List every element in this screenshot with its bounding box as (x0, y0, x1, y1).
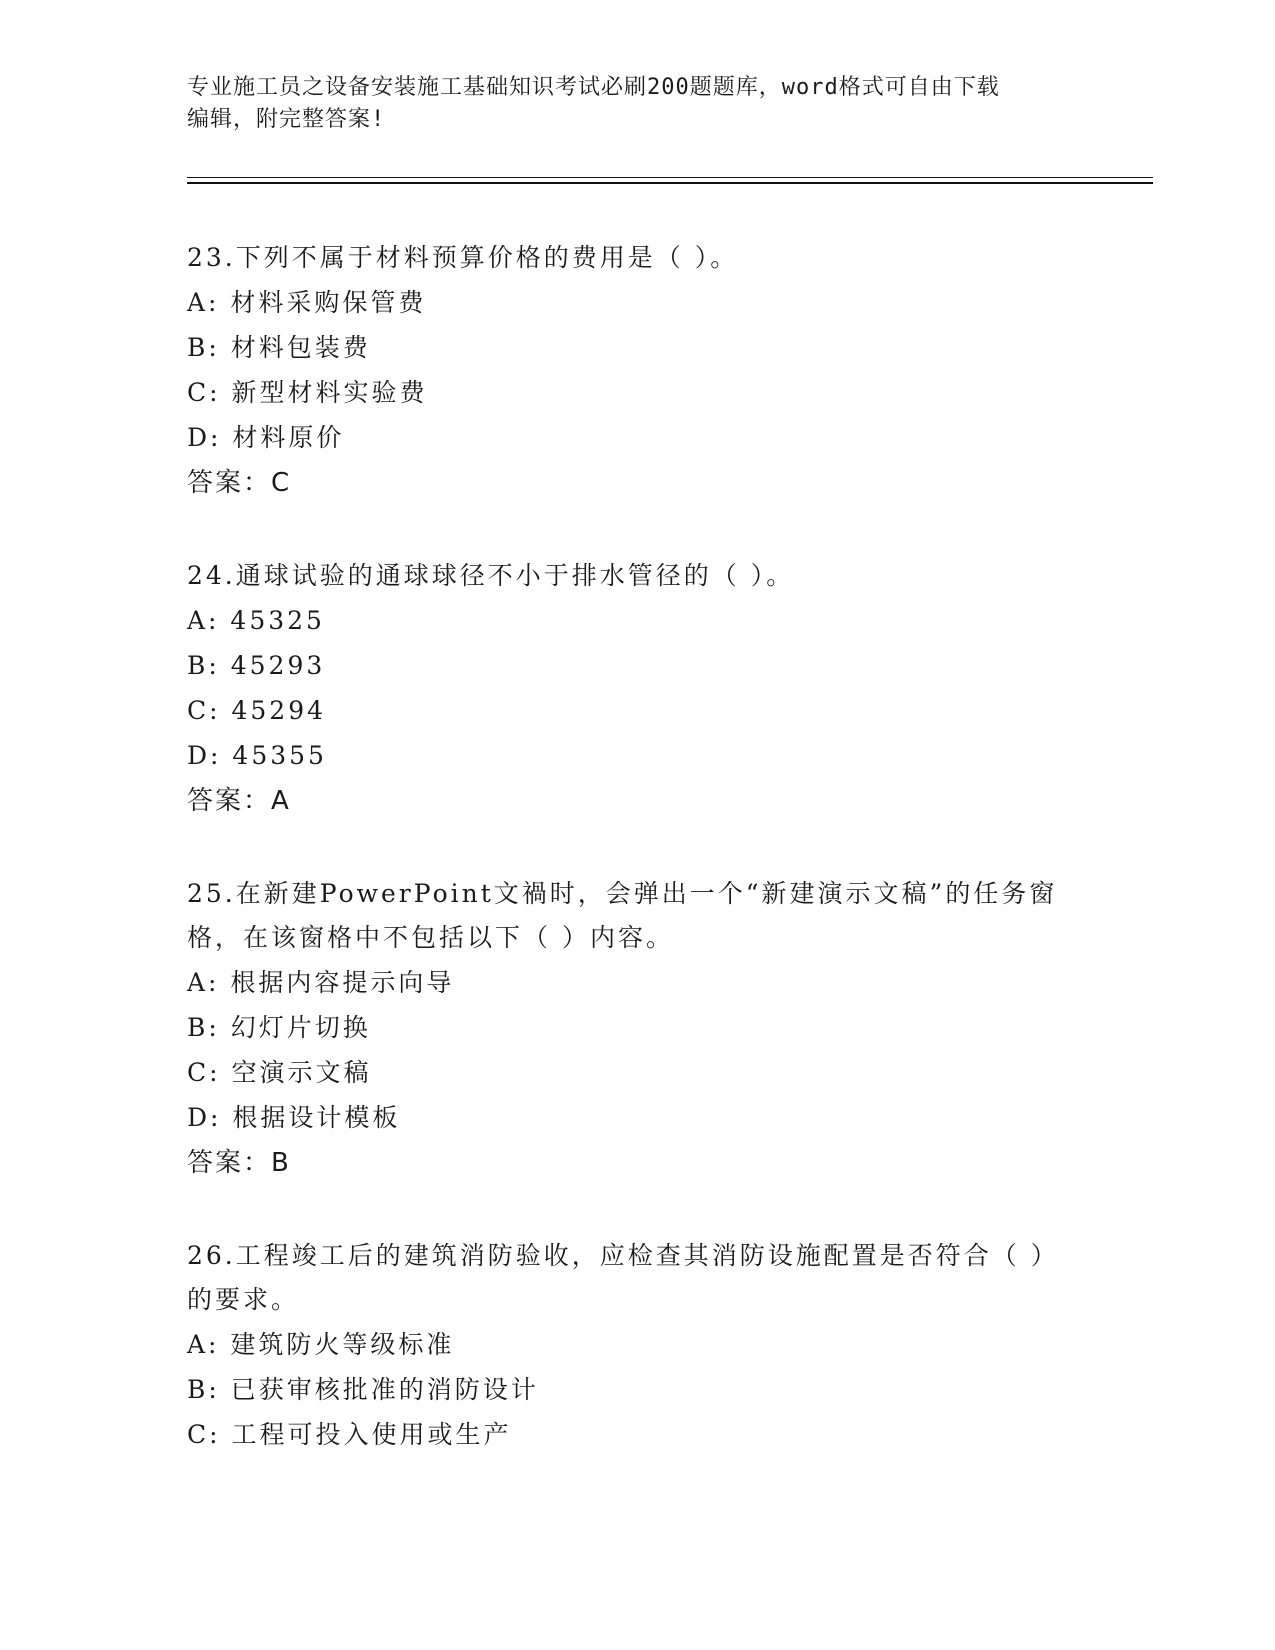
header-divider-thin (187, 177, 1153, 178)
option-a: A: 45325 (187, 606, 325, 635)
question-25 (187, 872, 1067, 1186)
option-a: A: 根据内容提示向导 (187, 968, 455, 997)
option-b: B: 幻灯片切换 (187, 1013, 371, 1042)
option-d: D: 45355 (187, 741, 327, 770)
answer: 答案：B (187, 1148, 291, 1178)
answer: 答案：A (187, 786, 291, 816)
header-line-1: 专业施工员之设备安装施工基础知识考试必刷200题题库，word格式可自由下载 (187, 75, 1000, 100)
option-b: B: 45293 (187, 651, 326, 680)
option-b: B: 已获审核批准的消防设计 (187, 1375, 539, 1404)
option-c: C: 工程可投入使用或生产 (187, 1420, 512, 1449)
option-d: D: 材料原价 (187, 423, 345, 452)
option-c: C: 新型材料实验费 (187, 378, 428, 407)
question-24 (187, 554, 1067, 824)
document-header (187, 72, 1067, 136)
answer: 答案：C (187, 468, 292, 498)
option-b: B: 材料包装费 (187, 333, 371, 362)
question-stem: 26.工程竣工后的建筑消防验收，应检查其消防设施配置是否符合（ ）的要求。 (187, 1241, 1059, 1314)
option-c: C: 空演示文稿 (187, 1058, 372, 1087)
question-stem: 23.下列不属于材料预算价格的费用是（ ）。 (187, 243, 739, 272)
question-list (187, 236, 1067, 1505)
option-a: A: 材料采购保管费 (187, 288, 427, 317)
option-a: A: 建筑防火等级标准 (187, 1330, 455, 1359)
header-line-2: 编辑，附完整答案! (187, 107, 386, 132)
question-26 (187, 1234, 1067, 1457)
option-c: C: 45294 (187, 696, 327, 725)
question-23 (187, 236, 1067, 506)
question-stem: 24.通球试验的通球球径不小于排水管径的（ ）。 (187, 561, 795, 590)
option-d: D: 根据设计模板 (187, 1103, 401, 1132)
question-stem: 25.在新建PowerPoint文禍时，会弹出一个“新建演示文稿”的任务窗格，在该窗格中不包括以下（ ）内容。 (187, 879, 1058, 952)
header-divider-thick (187, 182, 1153, 184)
